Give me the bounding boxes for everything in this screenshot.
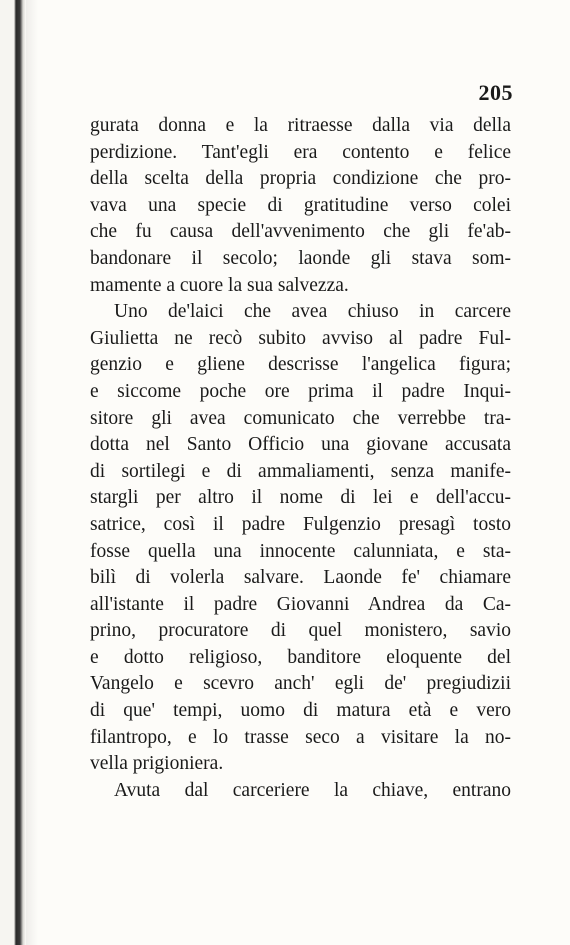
text-line: perdizione. Tant'egli era contento e felice (90, 141, 511, 163)
gutter-shadow (26, 0, 38, 945)
text-line: satrice, così il padre Fulgenzio presagì tosto (90, 513, 511, 535)
text-line: genzio e gliene descrisse l'angelica figura; (90, 354, 511, 376)
text-line: stargli per altro il nome di lei e dell'accu- (90, 487, 511, 509)
text-line: Giulietta ne recò subito avviso al padre Ful- (90, 327, 511, 349)
body-text (90, 113, 511, 804)
page-number: 205 (478, 80, 513, 105)
text-line: all'istante il padre Giovanni Andrea da Ca- (90, 593, 511, 615)
text-line: bandonare il secolo; laonde gli stava som- (90, 247, 511, 269)
book-spine-edge (0, 0, 26, 945)
text-line: sitore gli avea comunicato che verrebbe tra- (90, 407, 511, 429)
text-line: fosse quella una innocente calunniata, e sta- (90, 540, 511, 562)
text-line: filantropo, e lo trasse seco a visitare la no- (90, 726, 511, 748)
text-line: gurata donna e la ritraesse dalla via della (90, 115, 511, 136)
text-line: vava una specie di gratitudine verso colei (90, 194, 511, 216)
text-line: prino, procuratore di quel monistero, savio (90, 620, 511, 642)
text-line: bilì di volerla salvare. Laonde fe' chiamare (90, 567, 511, 589)
text-line: e siccome poche ore prima il padre Inqui- (90, 380, 511, 402)
text-line: e dotto religioso, banditore eloquente del (90, 646, 511, 668)
text-line: Vangelo e scevro anch' egli de' pregiudizii (90, 673, 511, 695)
text-line: Uno de'laici che avea chiuso in carcere (114, 301, 511, 323)
text-line: della scelta della propria condizione che pro- (90, 168, 511, 190)
text-line: dotta nel Santo Officio una giovane accusata (90, 434, 511, 456)
text-line: vella prigioniera. (90, 753, 224, 775)
text-line: di sortilegi e di ammaliamenti, senza manife- (90, 460, 511, 482)
text-line: che fu causa dell'avvenimento che gli fe'ab- (90, 221, 511, 243)
text-line: di que' tempi, uomo di matura età e vero (90, 700, 511, 722)
text-line: Avuta dal carceriere la chiave, entrano (114, 779, 511, 801)
text-line: mamente a cuore la sua salvezza. (90, 274, 349, 296)
